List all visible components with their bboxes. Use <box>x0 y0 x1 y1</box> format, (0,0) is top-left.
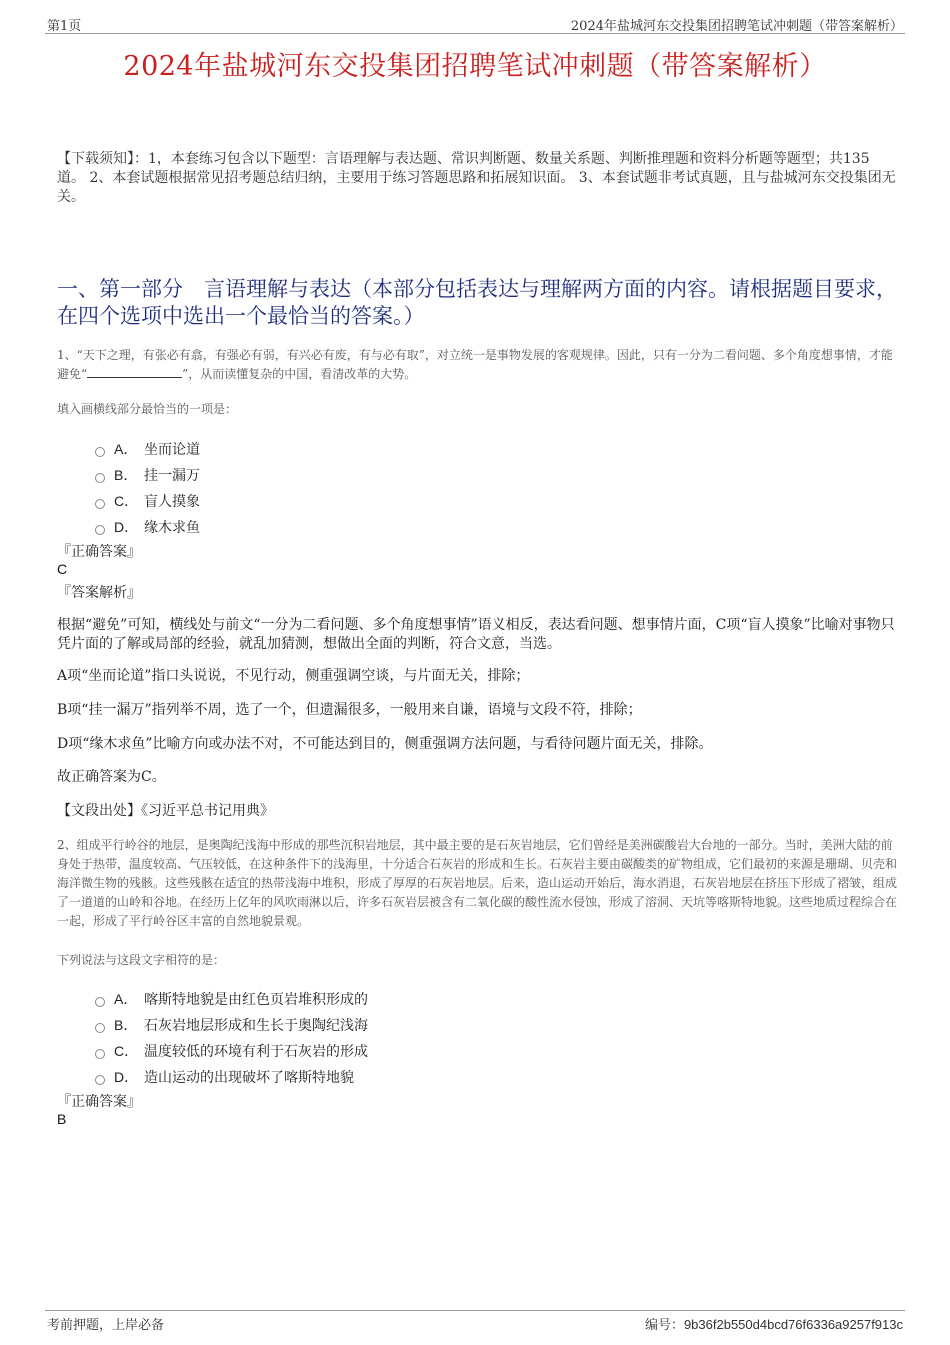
option-letter: C． <box>114 1043 139 1059</box>
option-text: 温度较低的环境有利于石灰岩的形成 <box>144 1044 368 1060</box>
header-divider <box>45 33 905 34</box>
option-letter: A． <box>114 441 138 457</box>
question-1-prompt: 填入画横线部分最恰当的一项是： <box>57 402 238 416</box>
option-letter: B． <box>114 467 138 483</box>
option-c[interactable] <box>95 1038 368 1064</box>
analysis-paragraph: B项“挂一漏万”指列举不周，选了一个，但遗漏很多，一般用来自谦，语境与文段不符，排除； <box>57 702 642 718</box>
option-text: 石灰岩地层形成和生长于奥陶纪浅海 <box>144 1018 368 1034</box>
code-label: 编号： <box>644 1318 684 1333</box>
option-d[interactable] <box>95 514 200 540</box>
question-1-text <box>57 346 897 384</box>
option-text: 喀斯特地貌是由红色页岩堆积形成的 <box>144 992 368 1008</box>
radio-icon[interactable] <box>95 1023 105 1033</box>
analysis-label: 『答案解析』 <box>57 585 141 601</box>
option-letter: D． <box>114 519 139 535</box>
answer-label: 『正确答案』 <box>57 544 141 560</box>
option-b[interactable] <box>95 462 200 488</box>
page-number: 第1页 <box>47 19 82 34</box>
question-1-options <box>95 436 200 540</box>
question-1-text-before: 1、“天下之理，有张必有翕，有强必有弱，有兴必有废，有与必有取”，对立统一是事物发展的客观规律。因此，只有一分为二看问题、多个角度想事情，才能避免“ <box>57 348 893 381</box>
option-letter: B． <box>114 1017 138 1033</box>
document-title: 2024年盐城河东交投集团招聘笔试冲刺题（带答案解析） <box>123 51 827 82</box>
footer-divider <box>45 1310 905 1311</box>
option-text: 造山运动的出现破坏了喀斯特地貌 <box>144 1070 354 1086</box>
question-2-options <box>95 986 368 1090</box>
option-text: 缘木求鱼 <box>144 520 200 536</box>
option-text: 坐而论道 <box>144 442 200 458</box>
option-text: 挂一漏万 <box>144 468 200 484</box>
answer-label: 『正确答案』 <box>57 1094 141 1110</box>
option-letter: D． <box>114 1069 139 1085</box>
code-value: 9b36f2b550d4bcd76f6336a9257f913c <box>683 1317 903 1332</box>
option-a[interactable] <box>95 436 200 462</box>
analysis-paragraph: A项“坐而论道”指口头说说，不见行动，侧重强调空谈，与片面无关，排除； <box>57 668 530 684</box>
analysis-paragraph: 故正确答案为C。 <box>57 769 166 785</box>
footer-slogan: 考前押题，上岸必备 <box>47 1318 165 1333</box>
option-b[interactable] <box>95 1012 368 1038</box>
document-code <box>645 1314 903 1333</box>
option-d[interactable] <box>95 1064 368 1090</box>
correct-answer: C <box>57 561 68 577</box>
source-citation: 【文段出处】《习近平总书记用典》 <box>57 803 274 819</box>
analysis-paragraph: 根据“避免”可知，横线处与前文“一分为二看问题、多个角度想事情”语义相反，表达看问题、想事情片面，C项“盲人摸象”比喻对事物只凭片面的了解或局部的经验，就乱加猜测，想做出全面的判断，符合文意，当选。 <box>57 617 895 652</box>
option-letter: C． <box>114 493 139 509</box>
radio-icon[interactable] <box>95 499 105 509</box>
question-1-text-after: ”，从而读懂复杂的中国，看清改革的大势。 <box>182 367 417 381</box>
option-text: 盲人摸象 <box>144 494 200 510</box>
option-letter: A． <box>114 991 138 1007</box>
radio-icon[interactable] <box>95 1075 105 1085</box>
radio-icon[interactable] <box>95 525 105 535</box>
download-notice: 【下载须知】：1，本套练习包含以下题型：言语理解与表达题、常识判断题、数量关系题、判断推理题和资料分析题等题型；共135道。 2、本套试题根据常见招考题总结归纳，主要用于练习答题思路和拓展知识面。 3、本套试题非考试真题，且与盐城河东交投集团无关。 <box>57 151 896 205</box>
analysis-paragraph: D项“缘木求鱼”比喻方向或办法不对，不可能达到目的，侧重强调方法问题，与看待问题片面无关，排除。 <box>57 736 713 752</box>
radio-icon[interactable] <box>95 447 105 457</box>
running-header-title: 2024年盐城河东交投集团招聘笔试冲刺题（带答案解析） <box>570 19 903 34</box>
radio-icon[interactable] <box>95 997 105 1007</box>
option-c[interactable] <box>95 488 200 514</box>
question-2-prompt: 下列说法与这段文字相符的是： <box>57 953 226 967</box>
option-a[interactable] <box>95 986 368 1012</box>
radio-icon[interactable] <box>95 473 105 483</box>
section-heading: 一、第一部分 言语理解与表达（本部分包括表达与理解两方面的内容。请根据题目要求，在四个选项中选出一个最恰当的答案。） <box>57 277 897 328</box>
correct-answer: B <box>57 1111 67 1127</box>
question-2-text: 2、组成平行岭谷的地层，是奥陶纪浅海中形成的那些沉积岩地层，其中最主要的是石灰岩地层，它们曾经是美洲碳酸岩大台地的一部分。当时，美洲大陆的前身处于热带，温度较高、气压较低，在这种条件下的浅海里，十分适合石灰岩的形成和生长。石灰岩主要由碳酸类的矿物组成，它们最初的来源是珊瑚、贝壳和海洋微生物的残骸。这些残骸在适宜的热带浅海中堆积，形成了厚厚的石灰岩地层。后来，造山运动开始后，海水消退，石灰岩地层在挤压下形成了褶皱，组成了一道道的山岭和谷地。在经历上亿年的风吹雨淋以后，许多石灰岩层被含有二氧化碳的酸性流水侵蚀，形成了溶洞、天坑等喀斯特地貌。这些地质过程综合在一起，形成了平行岭谷区丰富的自然地貌景观。 <box>57 838 898 928</box>
fill-in-blank <box>87 366 182 378</box>
radio-icon[interactable] <box>95 1049 105 1059</box>
